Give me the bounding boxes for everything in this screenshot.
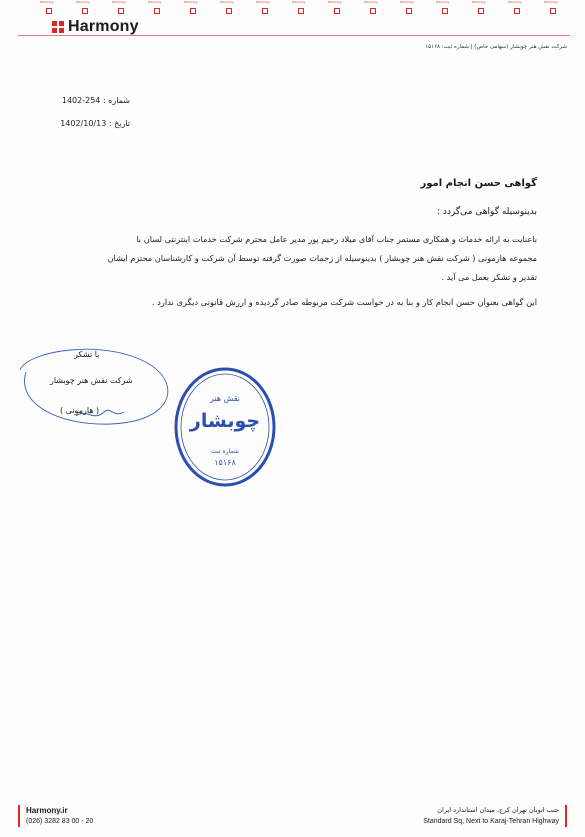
footer-website: Harmony.ir	[26, 806, 68, 815]
strip-square-icon	[406, 8, 412, 14]
letter-closing: این گواهی بعنوان حسن انجام کار و بنا به در خواست شرکت مربوطه صادر گردیده و ارزش قانونی دیگری ندارد .	[151, 297, 537, 307]
letter-intro: بدینوسیله گواهی می‌گردد :	[436, 207, 537, 217]
letter-number	[62, 96, 130, 105]
strip-brand-label: Harmony	[436, 0, 450, 4]
strip-brand-label: Harmony	[184, 0, 198, 4]
strip-square-icon	[370, 8, 376, 14]
company-stamp	[173, 365, 277, 489]
strip-brand-label: Harmony	[148, 0, 162, 4]
strip-square-icon	[550, 8, 556, 14]
strip-square-icon	[226, 8, 232, 14]
strip-square-icon	[298, 8, 304, 14]
footer-address-persian: جنب اتوبان تهران کرج، میدان استاندارد ایران	[437, 806, 559, 814]
signature-company: شرکت نقش هنر چوبشار	[50, 376, 133, 385]
strip-square-icon	[334, 8, 340, 14]
strip-pattern-cell	[220, 0, 240, 12]
letter-number-label: شماره :	[102, 96, 130, 105]
strip-pattern-cell	[328, 0, 348, 12]
footer-phone: (026) 3282 83 00 - 20	[26, 818, 94, 825]
brand-name: Harmony	[68, 18, 139, 35]
body-line: مجموعه هارمونی ( شرکت نقش هنر چوبشار ) بدینوسیله از زحمات صورت گرفته توسط آن شرکت و کارشناسان محترم ایشان	[107, 253, 537, 263]
strip-brand-label: Harmony	[544, 0, 558, 4]
letter-date-value: 1402/10/13	[60, 119, 107, 128]
letter-date-label: تاریخ :	[108, 119, 130, 128]
strip-brand-label: Harmony	[40, 0, 54, 4]
strip-square-icon	[190, 8, 196, 14]
letter-title: گواهی حسن انجام امور	[420, 178, 537, 189]
footer-address-english: Standard Sq, Next to Karaj-Tehran Highway	[423, 818, 559, 825]
strip-brand-label: Harmony	[400, 0, 414, 4]
footer-accent-left	[18, 805, 20, 827]
strip-pattern-cell	[76, 0, 96, 12]
strip-pattern-cell	[400, 0, 420, 12]
svg-text:چوبشار: چوبشار	[189, 410, 261, 432]
signature-brand: ( هارمونی )	[60, 406, 100, 415]
strip-square-icon	[514, 8, 520, 14]
strip-brand-label: Harmony	[472, 0, 486, 4]
svg-text:شماره ثبت: شماره ثبت	[211, 448, 239, 455]
strip-pattern-cell	[148, 0, 168, 12]
body-line: تقدیر و تشکر بعمل می آید .	[441, 272, 537, 282]
strip-brand-label: Harmony	[508, 0, 522, 4]
letter-date	[60, 119, 130, 128]
strip-pattern-cell	[112, 0, 132, 12]
strip-brand-label: Harmony	[364, 0, 378, 4]
strip-pattern-cell	[292, 0, 312, 12]
header-divider	[18, 35, 570, 36]
letter-number-value: 1402-254	[61, 96, 101, 105]
strip-brand-label: Harmony	[112, 0, 126, 4]
strip-pattern-cell	[472, 0, 492, 12]
strip-pattern-cell	[40, 0, 60, 12]
svg-text:۱۵۱۶۸: ۱۵۱۶۸	[214, 458, 236, 467]
strip-pattern-cell	[184, 0, 204, 12]
strip-brand-label: Harmony	[256, 0, 270, 4]
letter-body	[107, 230, 537, 287]
logo-squares-icon	[52, 21, 64, 33]
strip-pattern-cell	[436, 0, 456, 12]
strip-brand-label: Harmony	[76, 0, 90, 4]
strip-pattern-cell	[544, 0, 564, 12]
strip-pattern-cell	[508, 0, 528, 12]
strip-square-icon	[262, 8, 268, 14]
strip-pattern-cell	[364, 0, 384, 12]
strip-brand-label: Harmony	[220, 0, 234, 4]
body-line: باعنایت به ارائه خدمات و همکاری مستمر جناب آقای میلاد رحیم پور مدیر عامل محترم شرکت خدمات اینترنتی لسان با	[136, 234, 537, 244]
strip-square-icon	[478, 8, 484, 14]
strip-square-icon	[154, 8, 160, 14]
company-registration-info: شرکت نقش هنر چوبشار (سهامی خاص) | شماره ثبت: ۱۵۱۶۸	[425, 44, 567, 50]
harmony-logo	[52, 18, 139, 36]
strip-square-icon	[46, 8, 52, 14]
strip-brand-label: Harmony	[292, 0, 306, 4]
strip-square-icon	[118, 8, 124, 14]
footer-accent-right	[565, 805, 567, 827]
strip-square-icon	[82, 8, 88, 14]
strip-brand-label: Harmony	[328, 0, 342, 4]
strip-square-icon	[442, 8, 448, 14]
strip-pattern-cell	[256, 0, 276, 12]
svg-text:نقش هنر: نقش هنر	[209, 394, 241, 403]
signature-regards: با تشکر	[74, 350, 100, 359]
